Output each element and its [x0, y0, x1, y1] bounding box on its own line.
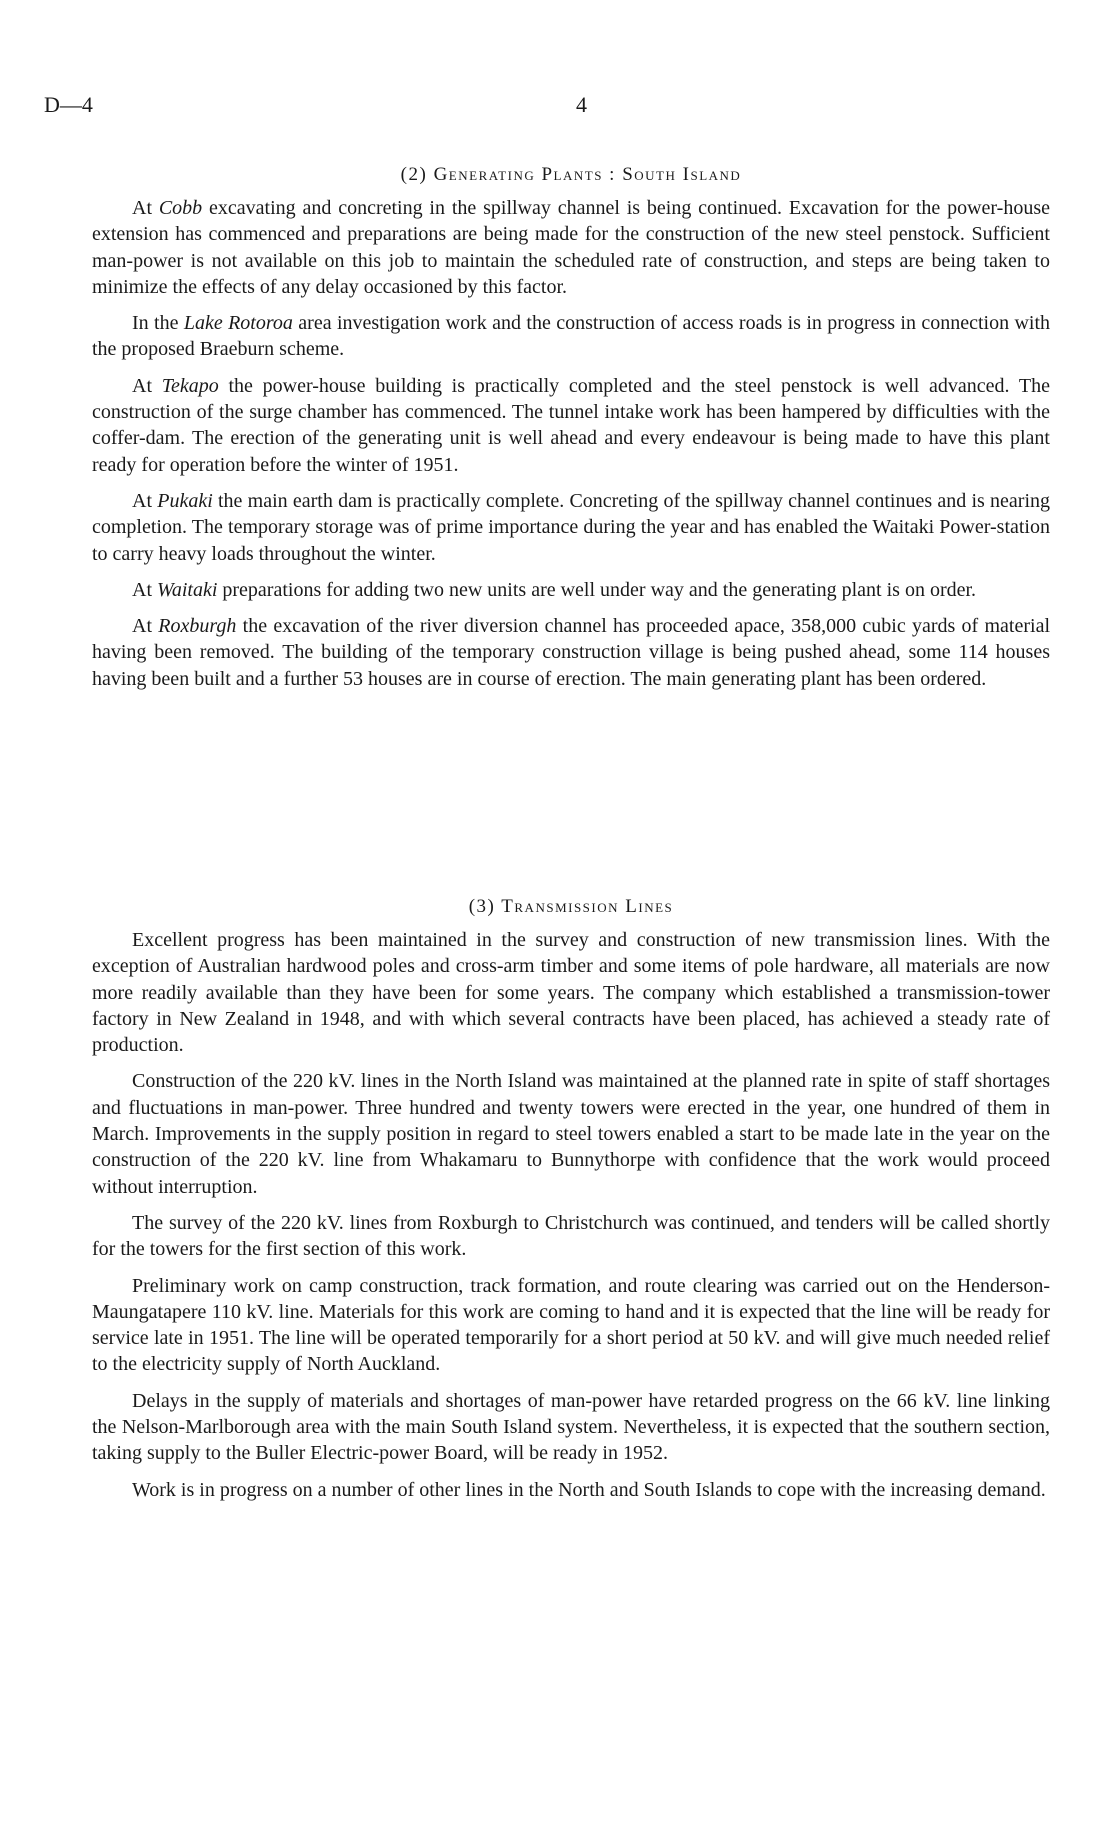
paragraph-other-lines: Work is in progress on a number of other lines in the North and South Islands to cope with the increasing demand. [132, 1478, 1046, 1501]
section-transmission-lines [92, 896, 1050, 1513]
place-name: Tekapo [161, 374, 219, 397]
place-name: Roxburgh [158, 615, 237, 638]
paragraph-nelson-marlborough: Delays in the supply of materials and shortages of man-power have retarded progress on the 66 kV. line linking the Nelson-Marlborough area with the main South Island system. Nevertheless, it is expected that the southern section, taking supply to the Buller Electric-power Board, will be ready in 1952. [92, 1389, 1050, 1465]
page-header [44, 92, 1070, 122]
place-name: Waitaki [157, 578, 218, 601]
paragraph-lake-rotoroa: In the Lake Rotoroa area investigation work and the construction of access roads is in progress in connection with the proposed Braeburn scheme. [92, 312, 1050, 361]
place-name: Cobb [158, 197, 203, 219]
section-heading: (3) Transmission Lines [468, 896, 674, 917]
paragraph-tekapo: At Tekapo the power-house building is practically completed and the steel penstock is well advanced. The construction of the surge chamber has commenced. The tunnel intake work has been hampered by difficulties with the coffer-dam. The erection of the generating unit is well ahead and every endeavour is being made to have this plant ready for operation before the winter of 1951. [92, 374, 1051, 476]
paragraph-roxburgh: At Roxburgh the excavation of the river diversion channel has proceeded apace, 358,000 cubic yards of material having been removed. The building of the temporary construction village is being pushed ahead, some 114 houses having been built and a further 53 houses are in course of erection. The main generating plant has been ordered. [92, 615, 1050, 690]
section-heading: (2) Generating Plants : South Island [400, 164, 742, 185]
paragraph-henderson-maungatapere: Preliminary work on camp construction, track formation, and route clearing was carried out on the Henderson-Maungatapere 110 kV. line. Materials for this work are coming to hand and it is expected that the line will be ready for service late in 1951. The line will be operated temporarily for a short period at 50 kV. and will give much needed relief to the electricity supply of North Auckland. [92, 1274, 1050, 1376]
place-name: Lake Rotoroa [183, 312, 293, 335]
page-number: 4 [576, 92, 587, 117]
paragraph-roxburgh-christchurch: The survey of the 220 kV. lines from Roxburgh to Christchurch was continued, and tenders will be called shortly for the towers for the first section of this work. [92, 1211, 1050, 1261]
paragraph-pukaki: At Pukaki the main earth dam is practically complete. Concreting of the spillway channel continues and is nearing completion. The temporary storage was of prime importance during the year and has enabled the Waitaki Power-station to carry heavy loads throughout the winter. [92, 489, 1051, 565]
paragraph-220kv-north-island: Construction of the 220 kV. lines in the North Island was maintained at the planned rate in spite of staff shortages and fluctuations in man-power. Three hundred and twenty towers were erected in the year, one hundred of them in March. Improvements in the supply position in regard to steel towers enabled a start to be made late in the year on the construction of the 220 kV. line from Whakamaru to Bunnythorpe with confidence that the work would proceed without interruption. [92, 1070, 1050, 1198]
paragraph-transmission-progress: Excellent progress has been maintained in the survey and construction of new transmission lines. With the exception of Australian hardwood poles and cross-arm timber and some items of pole hardware, all materials are now more readily available than they have been for some years. The company which established a transmission-tower factory in New Zealand in 1948, and with which several contracts have been placed, has achieved a steady rate of production. [92, 929, 1050, 1057]
document-reference: D—4 [44, 92, 93, 117]
place-name: Pukaki [157, 489, 213, 512]
paragraph-waitaki: At Waitaki preparations for adding two new units are well under way and the generating plant is on order. [132, 578, 977, 601]
section-generating-plants [92, 164, 1050, 702]
paragraph-cobb: At Cobb excavating and concreting in the spillway channel is being continued. Excavation for the power-house extension has commenced and preparations are being made for the construction of the new steel penstock. Sufficient man-power is not available on this job to maintain the scheduled rate of construction, and steps are being taken to minimize the effects of any delay occasioned by this factor. [92, 197, 1051, 298]
